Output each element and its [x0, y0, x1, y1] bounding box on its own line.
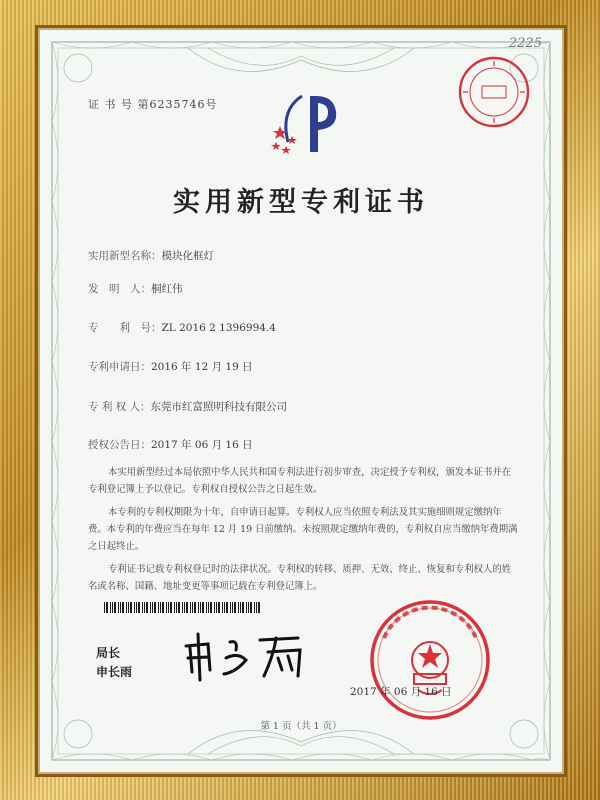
field-patentee	[88, 399, 287, 414]
handwritten-note: 2225	[508, 36, 542, 51]
field-inventor	[88, 281, 183, 296]
field-utility-model-name	[88, 248, 214, 263]
patent-office-logo-icon	[266, 90, 346, 160]
paragraph-legal-status: 专利证书记载专利权登记时的法律状况。专利权的转移、质押、无效、终止、恢复和专利权人的姓名或名称、国籍、地址变更等事项记载在专利登记簿上。	[88, 564, 512, 592]
director-name: 申长雨	[96, 665, 133, 679]
field-value: 桐红伟	[151, 283, 183, 295]
certificate-title: 实用新型专利证书	[173, 187, 429, 218]
page-number: 第 1 页（共 1 页）	[260, 721, 342, 732]
state-ip-office-seal-icon	[368, 598, 492, 722]
director-title: 局长	[96, 646, 121, 660]
field-value: 2017 年 06 月 16 日	[151, 439, 253, 451]
field-value: ZL 2016 2 1396994.4	[161, 322, 276, 334]
paragraph-grant-statement: 本实用新型经过本局依照中华人民共和国专利法进行初步审查，决定授予专利权，颁发本证书并在专利登记簿上予以登记。专利权自授权公告之日起生效。	[88, 467, 512, 495]
patent-verification-seal-icon	[456, 54, 532, 130]
field-value: 模块化框灯	[161, 250, 214, 262]
field-label: 专利申请日：	[88, 361, 151, 373]
paragraph-term-fees: 本专利的专利权期限为十年，自申请日起算。专利权人应当依照专利法及其实施细则规定缴纳年费。本专利的年费应当在每年 12 月 19 日前缴纳。未按照规定缴纳年费的，专利权自应当缴纳年费期满之日起终止。	[88, 507, 518, 552]
field-label: 专 利 权 人：	[88, 401, 151, 413]
field-grant-date	[88, 437, 253, 452]
field-label: 专 利 号：	[88, 322, 162, 334]
field-patent-number	[88, 320, 276, 335]
field-application-date	[88, 359, 253, 374]
field-label: 授权公告日：	[88, 439, 151, 451]
field-label: 实用新型名称：	[88, 250, 162, 262]
field-value: 东莞市红富照明科技有限公司	[150, 401, 288, 413]
certificate-paper	[38, 28, 564, 774]
barcode	[104, 602, 262, 613]
field-value: 2016 年 12 月 19 日	[151, 361, 253, 373]
seal-date: 2017 年 06 月 16 日	[350, 686, 452, 698]
director-signature-icon	[178, 624, 318, 684]
field-label: 发 明 人：	[88, 283, 151, 295]
certificate-number: 证 书 号 第6235746号	[88, 98, 218, 111]
